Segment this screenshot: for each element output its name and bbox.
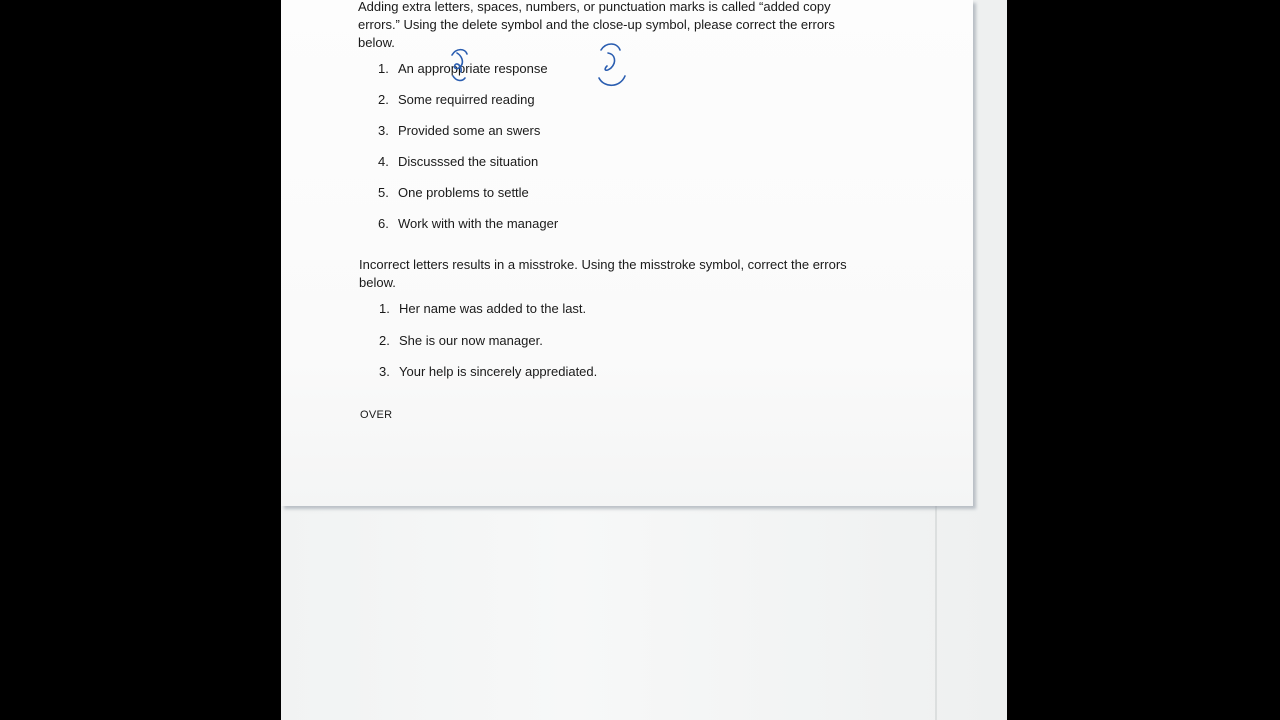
list-item-number: 6. [378,216,389,231]
list-item [378,216,558,232]
list-item-text: An approppriate response [398,61,548,76]
instructions-added-copy-errors: Adding extra letters, spaces, numbers, or punctuation marks is called “added copy errors.” Using the delete symbol and the close-up symbol, please correct the errors below. [358,0,835,50]
list-item [379,301,586,317]
list-item-text: Your help is sincerely apprediated. [399,364,598,379]
delete-symbol-mark [452,50,467,81]
list-item [378,185,529,201]
list-item [378,154,538,170]
list-item-number: 4. [378,154,389,169]
list-item-number: 1. [379,301,390,316]
list-item-text: Work with with the manager [398,216,559,231]
worksheet-page [281,0,973,506]
list-item-number: 3. [379,364,390,379]
over-label: OVER [360,409,393,421]
list-item [379,333,543,349]
list-item [378,123,540,139]
list-item-text: Discusssed the situation [398,154,539,169]
list-item-number: 2. [378,92,389,107]
list-item-text: Her name was added to the last. [399,301,587,316]
list-item-text: One problems to settle [398,185,529,200]
list-item-number: 3. [378,123,389,138]
close-up-symbol-mark [599,44,625,85]
list-item-text: Provided some an swers [398,123,541,138]
list-item-text: She is our now manager. [399,333,543,348]
board-seam [935,505,937,720]
handwritten-proofreading-marks [281,0,973,120]
list-item-text: Some requirred reading [398,92,535,107]
list-item [379,364,597,380]
list-item-number: 5. [378,185,389,200]
list-item-number: 2. [379,333,390,348]
instructions-misstroke: Incorrect letters results in a misstroke. Using the misstroke symbol, correct the errors below. [359,257,847,290]
list-item-number: 1. [378,61,389,76]
